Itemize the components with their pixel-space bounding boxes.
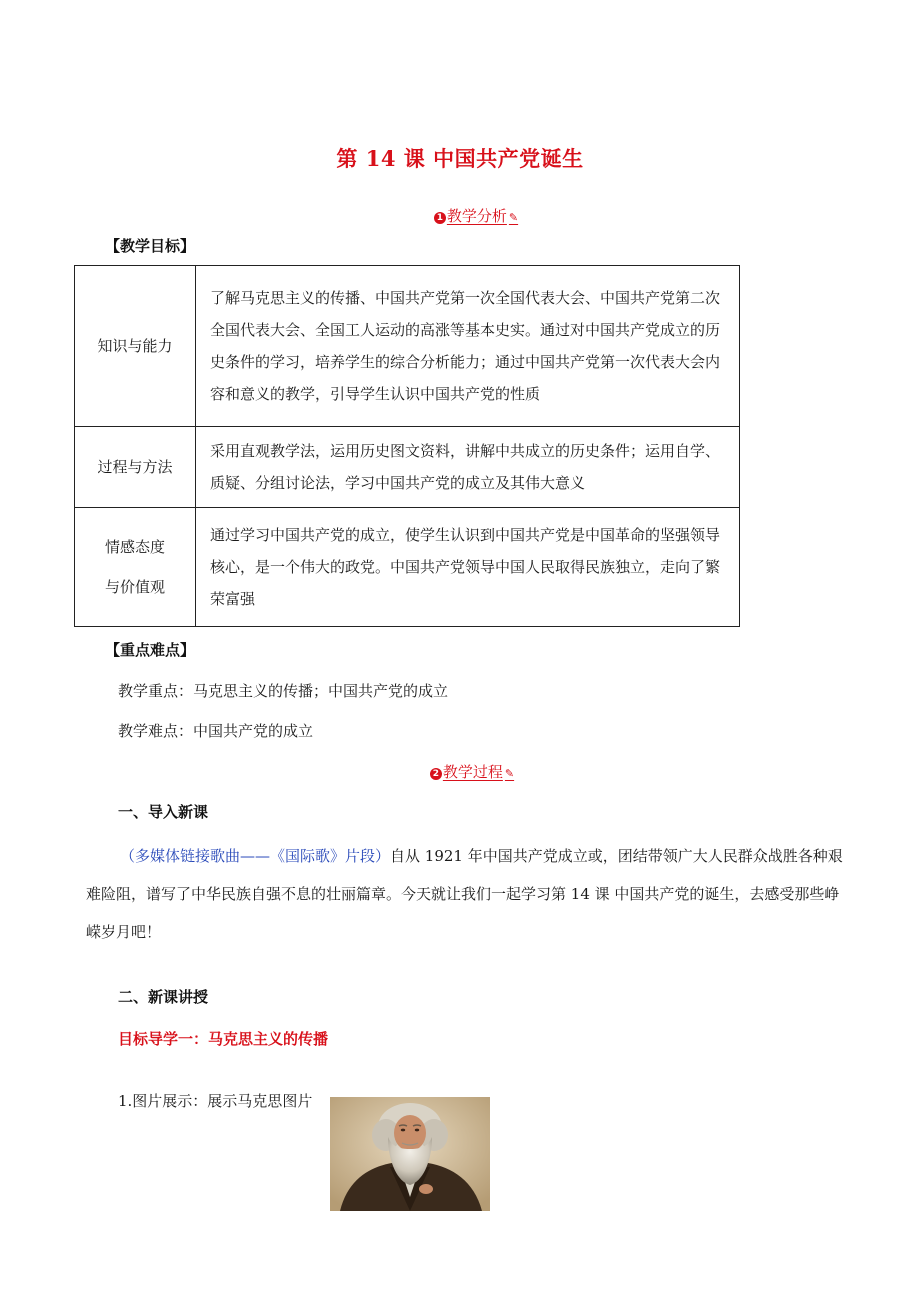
section-heading-process [0,761,920,782]
content-cell: 了解马克思主义的传播、中国共产党第一次全国代表大会、中国共产党第二次全国代表大会、全国工人运动的高涨等基本史实。通过对中国共产党成立的历史条件的学习，培养学生的综合分析能力；通过中国共产党第一次代表大会内容和意义的教学，引导学生认识中国共产党的性质 [196,266,740,427]
pencil-icon: ✎ [508,211,519,224]
part2-heading: 二、新课讲授 [118,988,209,1006]
content-cell: 通过学习中国共产党的成立，使学生认识到中国共产党是中国革命的坚强领导核心，是一个伟大的政党。中国共产党领导中国人民取得民族独立，走向了繁荣富强 [196,508,740,627]
page-title: 第 14 课 中国共产党诞生 [336,146,584,171]
category-cell: 知识与能力 [75,266,196,427]
section-label: 教学过程 [442,763,503,781]
content-cell: 采用直观教学法，运用历史图文资料，讲解中共成立的历史条件；运用自学、质疑、分组讨论法，学习中国共产党的成立及其伟大意义 [196,427,740,508]
pencil-icon: ✎ [504,767,515,780]
intro-paragraph [86,837,846,951]
marx-portrait-image [330,1097,490,1211]
circled-number-icon: 1 [434,212,446,224]
category-cell: 过程与方法 [75,427,196,508]
teaching-difficulty: 教学难点：中国共产党的成立 [118,722,314,740]
table-row [75,266,740,427]
teaching-focus: 教学重点：马克思主义的传播；中国共产党的成立 [118,682,449,700]
category-line: 情感态度 [104,538,165,556]
item-picture-display: 1.图片展示：展示马克思图片 [118,1092,313,1110]
section-heading-analysis [0,205,920,226]
portrait-illustration [330,1097,490,1211]
objectives-heading: 【教学目标】 [105,237,196,255]
intro-text: 自从 1921 年中国共产党成立或，团结带领广大人民群众战胜各种艰难险阻，谱写了中华民族自强不息的壮丽篇章。今天就让我们一起学习第 14 课 中国共产党的诞生，去感受那些峥嵘岁月吧！ [86,847,843,941]
category-cell [75,508,196,627]
section-label: 教学分析 [446,207,507,225]
table-row [75,427,740,508]
objectives-table [74,265,740,627]
keypoints-heading: 【重点难点】 [105,641,196,659]
media-link-text: （多媒体链接歌曲——《国际歌》片段） [120,847,391,865]
part1-heading: 一、导入新课 [118,803,209,821]
category-line: 与价值观 [104,578,165,596]
goal-heading: 目标导学一：马克思主义的传播 [118,1030,329,1048]
circled-number-icon: 2 [430,768,442,780]
table-row [75,508,740,627]
